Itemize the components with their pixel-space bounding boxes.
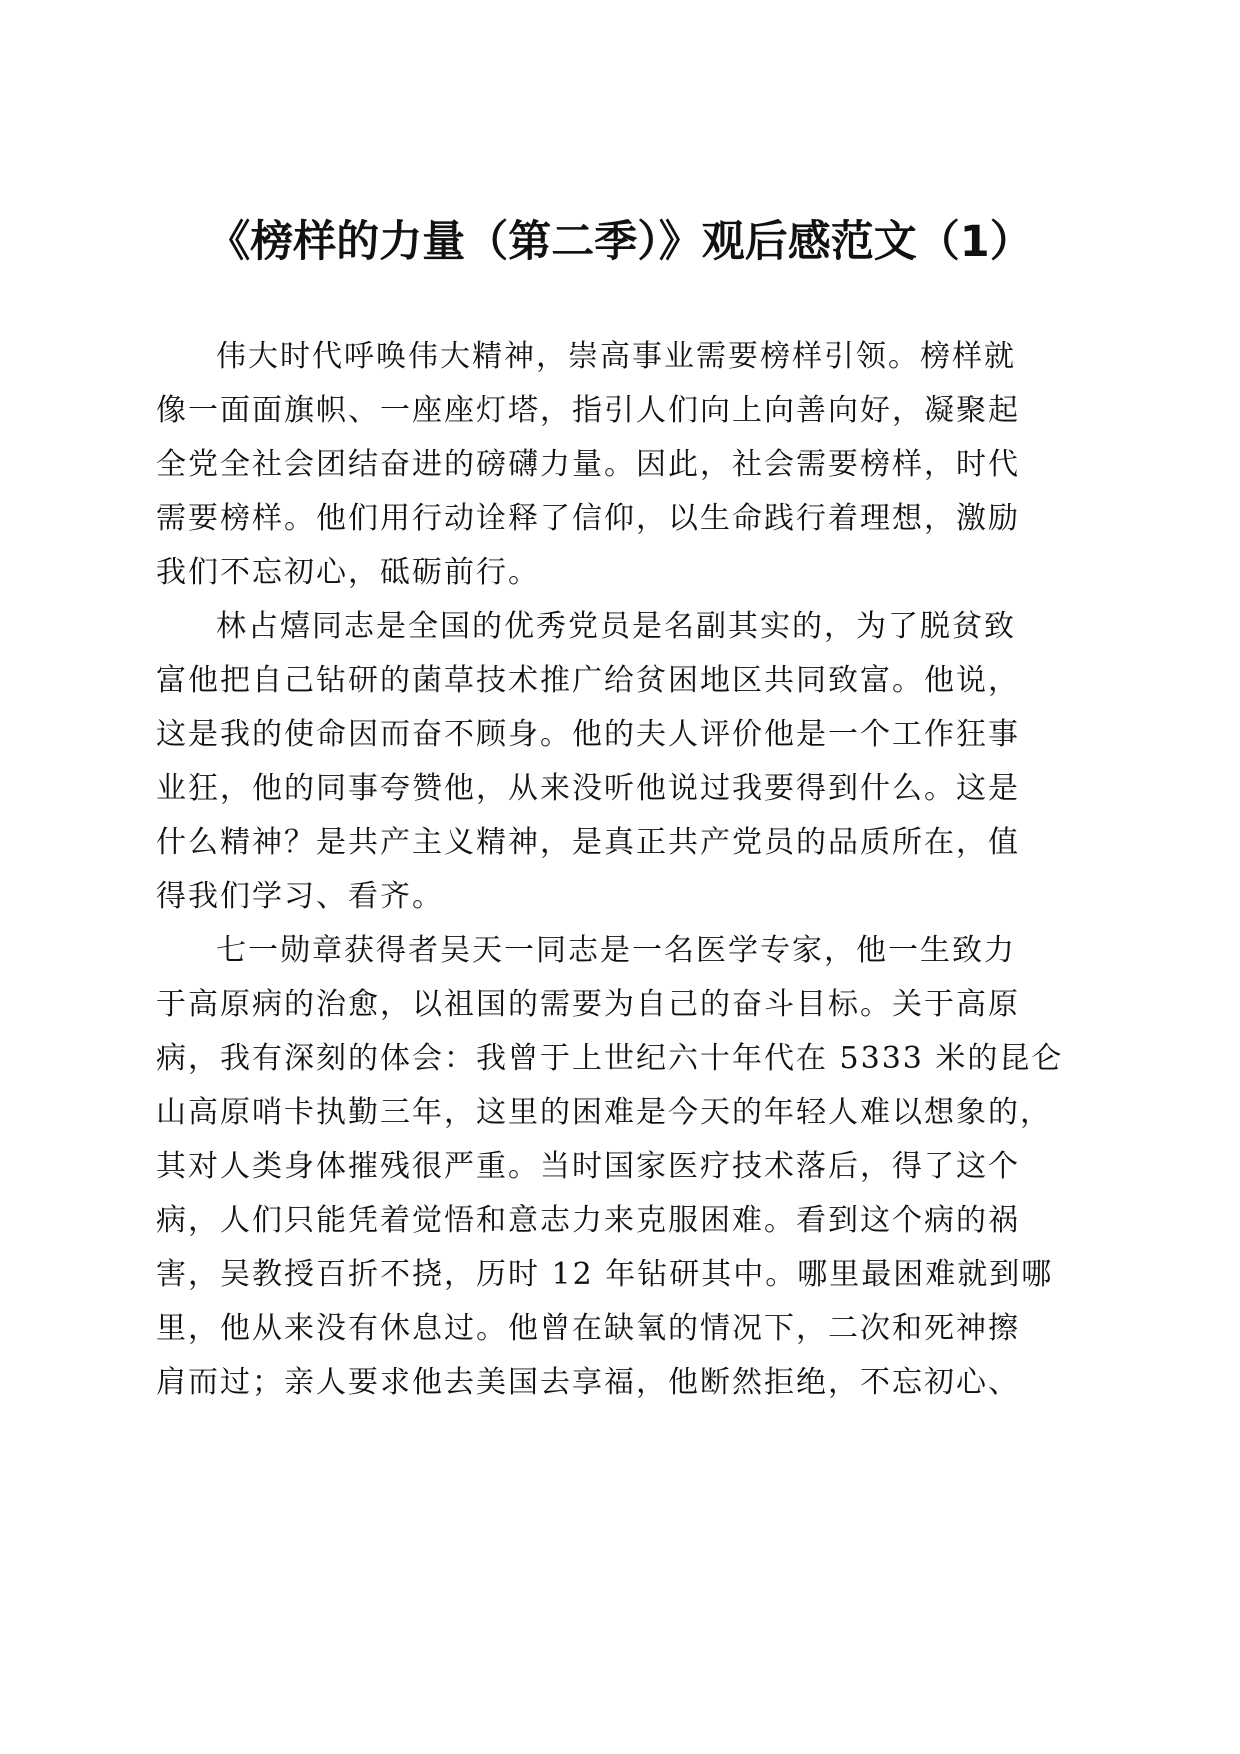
text-line: 害，吴教授百折不挠，历时 12 年钻研其中。哪里最困难就到哪	[156, 1257, 1054, 1292]
text-line: 富他把自己钻研的菌草技术推广给贫困地区共同致富。他说，	[156, 663, 1020, 698]
text-line: 林占熺同志是全国的优秀党员是名副其实的，为了脱贫致	[216, 609, 1016, 644]
text-line: 业狂，他的同事夸赞他，从来没听他说过我要得到什么。这是	[156, 771, 1020, 806]
text-line: 肩而过；亲人要求他去美国去享福，他断然拒绝，不忘初心、	[156, 1365, 1020, 1400]
text-line: 病，我有深刻的体会：我曾于上世纪六十年代在 5333 米的昆仑	[156, 1041, 1064, 1076]
text-line: 这是我的使命因而奋不顾身。他的夫人评价他是一个工作狂事	[156, 717, 1020, 752]
document-body	[156, 330, 1074, 1410]
text-line: 像一面面旗帜、一座座灯塔，指引人们向上向善向好，凝聚起	[156, 393, 1020, 428]
text-line: 山高原哨卡执勤三年，这里的困难是今天的年轻人难以想象的，	[156, 1095, 1052, 1130]
paragraph-2	[156, 600, 1074, 924]
text-line: 七一勋章获得者吴天一同志是一名医学专家，他一生致力	[216, 933, 1016, 968]
text-line: 伟大时代呼唤伟大精神，崇高事业需要榜样引领。榜样就	[216, 339, 1016, 374]
text-line: 里，他从来没有休息过。他曾在缺氧的情况下，二次和死神擦	[156, 1311, 1020, 1346]
document-title: 《榜样的力量（第二季）》观后感范文（1）	[207, 217, 1033, 267]
text-line: 其对人类身体摧残很严重。当时国家医疗技术落后，得了这个	[156, 1149, 1020, 1184]
text-line: 需要榜样。他们用行动诠释了信仰，以生命践行着理想，激励	[156, 501, 1020, 536]
text-line: 全党全社会团结奋进的磅礴力量。因此，社会需要榜样，时代	[156, 447, 1020, 482]
text-line: 我们不忘初心，砥砺前行。	[156, 555, 540, 590]
text-line: 病，人们只能凭着觉悟和意志力来克服困难。看到这个病的祸	[156, 1203, 1020, 1238]
text-line: 什么精神？是共产主义精神，是真正共产党员的品质所在，值	[156, 825, 1020, 860]
text-line: 于高原病的治愈，以祖国的需要为自己的奋斗目标。关于高原	[156, 987, 1020, 1022]
text-line: 得我们学习、看齐。	[156, 879, 444, 914]
paragraph-3	[156, 924, 1074, 1410]
paragraph-1	[156, 330, 1074, 600]
